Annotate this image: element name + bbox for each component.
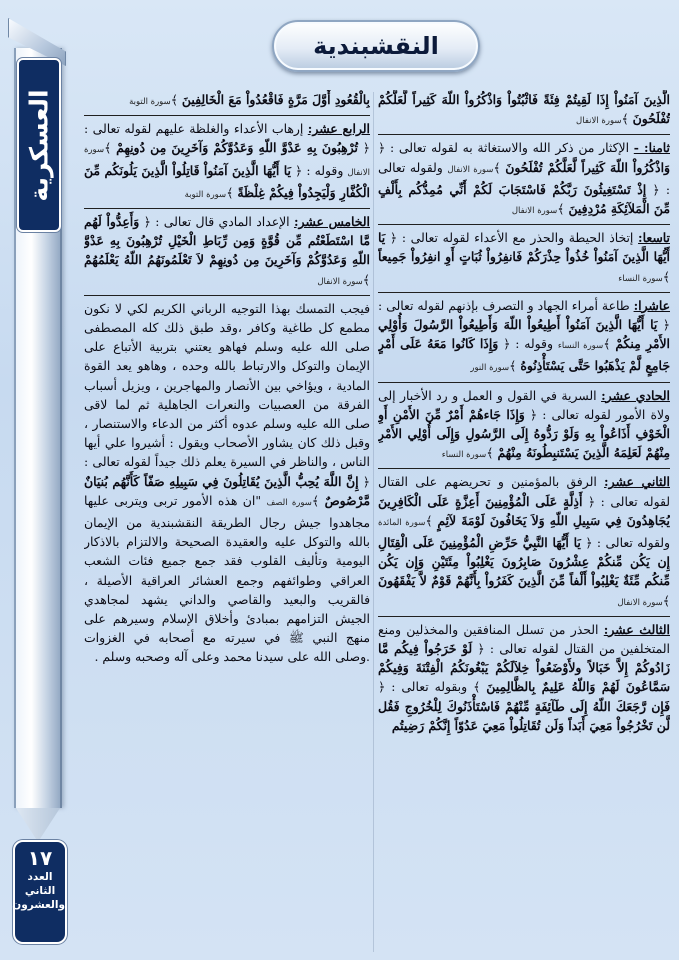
- point-text: طاعة أمراء الجهاد و التصرف بإذنهم لقوله تعالى :: [378, 297, 630, 313]
- quran-quote: يَا أَيُّهَا النَّبِيُّ حَرِّضِ الْمُؤْمِنِينَ عَلَى الْقِتَالِ إِن يَكُن مِّنكُمْ عِشْرُونَ صَابِرُونَ يَغْلِبُواْ مِئَتَيْنِ وَإِن يَكُن مِّنكُم مِّئَةٌ يَغْلِبُواْ أَلْفاً مِّنَ الَّذِينَ كَفَرُواْ بِأَنَّهُمْ قَوْمٌ لاَّ يَفْقَهُونَ: [378, 535, 670, 589]
- magazine-name: العسكرية: [24, 88, 54, 202]
- point-text: ولقوله تعالى :: [378, 159, 670, 197]
- quran-quote: يَا أَيُّهَا الَّذِينَ آمَنُواْ أَطِيعُواْ اللّهَ وَأَطِيعُواْ الرَّسُولَ وَأُوْلِي الأَمْرِ مِنكُمْ: [378, 317, 670, 352]
- article-paragraph: عاشرا: طاعة أمراء الجهاد و التصرف بإذنهم لقوله تعالى : ﴿ يَا أَيُّهَا الَّذِينَ آمَنُواْ أَطِيعُواْ اللّهَ وَأَطِيعُواْ الرَّسُولَ وَأُوْلِي الأَمْرِ مِنكُمْ ﴾سورة النساء وقوله : ﴿ وَإِذَا كَانُوا مَعَهُ عَلَى أَمْرٍ جَامِعٍ لَّمْ يَذْهَبُوا حَتَّى يَسْتَأْذِنُوهُ ﴾سورة النور: [378, 296, 670, 383]
- section-title: النقشبندية: [313, 32, 439, 60]
- point-text: الإكثار من ذكر الله والاستغاثة به لقوله تعالى :: [390, 140, 630, 156]
- point-text: وبقوله تعالى :: [391, 679, 468, 695]
- quran-quote: يَا أَيُّهَا الَّذِينَ آمَنُواْ خُذُواْ حِذْرَكُمْ فَانفِرُواْ ثُبَاتٍ أَوِ انفِرُواْ جَمِيعاً: [378, 230, 670, 265]
- article-paragraph: تاسعا: إتخاذ الحيطة والحذر مع الأعداء لقوله تعالى : ﴿ يَا أَيُّهَا الَّذِينَ آمَنُواْ خُذُواْ حِذْرَكُمْ فَانفِرُواْ ثُبَاتٍ أَوِ انفِرُواْ جَمِيعاً ﴾سورة النساء: [378, 228, 670, 293]
- body-text: فيجب التمسك بهذا التوجيه الرباني الكريم لكي لا نكون مطمع كل طاغية وكافر ،وقد طبق ذلك كله المصطفى صلى الله عليه وسلم فهاهو يعتني بتربية الأتباع على الإيمان والتوكل والارتباط بالله وحده ، وهاهو يعد القوة المادية ، ويؤاخي بين الأنصار والمهاجرين ، ويزيل أسباب الفرقة من العصبيات والنعرات الجاهلية ثم لما لاقى صلى الله عليه وسلم عدوه أكثر من الدعاء والاستنصار ، وقبل ذلك كان يشاور الأصحاب ويقول : أشيروا علي أيها الناس ، والناظر في السيرة يعلم ذلك جيداً لقوله تعالى :: [84, 300, 370, 470]
- point-text: وقوله :: [306, 162, 344, 178]
- point-text: إرهاب الأعداء والغلظة عليهم لقوله تعالى :: [84, 121, 304, 137]
- quote-reference: سورة النساء: [441, 450, 487, 461]
- point-text: الإعداد المادي قال تعالى :: [155, 214, 290, 230]
- quote-reference: سورة النساء: [557, 341, 604, 352]
- point-label: الحادي عشر:: [601, 387, 670, 403]
- body-text: "ان هذه الأمور تربى ويتربى عليها مجاهدوا جيش رجال الطريقة النقشبندية من الإيمان بالله والتوكل عليه والعقيدة الصحيحة والالتزام بالاذكار اليومية وتأليف القلوب فقد جمع جميع فئات الشعب العراقي وطوائفهم وجمع العشائر العراقية الأصيلة ، فالقريب والبعيد والقاصي والداني يشهد لمجاهدي الجيش التزامهم بمبادئ وأخلاق الإسلام وسيرهم على منهج النبي ﷺ في سيرته مع أصحابه في الغزوات .وصلى الله على سيدنا محمد وعلى آله وصحبه وسلم .: [84, 492, 370, 665]
- point-label: الرابع عشر:: [307, 121, 370, 137]
- article-paragraph: الرابع عشر: إرهاب الأعداء والغلظة عليهم لقوله تعالى : ﴿ تُرْهِبُونَ بِهِ عَدْوَّ اللّهِ وَعَدُوَّكُمْ وَآخَرِينَ مِن دُونِهِمْ ﴾سورة الانفال وقوله : ﴿ يَا أَيُّهَا الَّذِينَ آمَنُواْ قَاتِلُواْ الَّذِينَ يَلُونَكُم مِّنَ الْكُفَّارِ وَلْيَجِدُواْ فِيكُمْ غِلْظَةً ﴾سورة التوبة: [84, 119, 370, 209]
- point-label: تاسعا:: [638, 230, 670, 246]
- quote-reference: سورة الانفال: [576, 116, 622, 127]
- point-label: الثالث عشر:: [603, 621, 670, 637]
- quote-reference: سورة التوبة: [184, 189, 227, 200]
- quran-quote: وَأَعِدُّواْ لَهُم مَّا اسْتَطَعْتُم مِّن قُوَّةٍ وَمِن رِّبَاطِ الْخَيْلِ تُرْهِبُونَ بِهِ عَدْوَّ اللّهِ وَعَدُوَّكُمْ وَآخَرِينَ مِن دُونِهِمْ لاَ تَعْلَمُونَهُمُ اللّهُ يَعْلَمُهُمْ: [84, 214, 370, 268]
- point-text: الحذر من تسلل المنافقين والمخذلين ومنع المتخلفين من القتال لقوله تعالى :: [378, 621, 670, 657]
- point-label: الخامس عشر:: [293, 214, 370, 230]
- issue-label-second: الثاني: [24, 885, 56, 897]
- quote-reference: سورة الانفال: [317, 276, 363, 287]
- magazine-name-badge: [17, 58, 61, 232]
- article-paragraph: ثامنا: - الإكثار من ذكر الله والاستغاثة به لقوله تعالى : ﴿ وَاذْكُرُواْ اللّهَ كَثِيراً لَّعَلَّكُمْ تُفْلَحُونَ ﴾سورة الانفال ولقوله تعالى : ﴿ إِذْ تَسْتَغِيثُونَ رَبَّكُمْ فَاسْتَجَابَ لَكُمْ أَنِّي مُمِدُّكُم بِأَلْفٍ مِّنَ الْمَلآئِكَةِ مُرْدِفِينَ ﴾سورة الانفال: [378, 138, 670, 225]
- point-text: ولقوله تعالى :: [596, 535, 670, 551]
- article-paragraph: الثالث عشر: الحذر من تسلل المنافقين والمخذلين ومنع المتخلفين من القتال لقوله تعالى : ﴿ لَوْ خَرَجُواْ فِيكُم مَّا زَادُوكُمْ إِلاَّ خَبَالاً ولأَوْضَعُواْ خِلاَلَكُمْ يَبْغُونَكُمُ الْفِتْنَةَ وَفِيكُمْ سَمَّاعُونَ لَهُمْ وَاللّهُ عَلِيمٌ بِالظَّالِمِينَ ﴾ وبقوله تعالى : ﴿ فَإِن رَّجَعَكَ اللّهُ إِلَى طَآئِفَةٍ مِّنْهُمْ فَاسْتَأْذَنُوكَ لِلْخُرُوجِ فَقُل لَّن تَخْرُجُواْ مَعِيَ أَبَداً وَلَن تُقَاتِلُواْ مَعِيَ عَدُوّاً إِنَّكُمْ رَضِيتُم: [378, 621, 670, 733]
- quote-reference: سورة الصف: [266, 497, 312, 508]
- quote-reference: سورة الانفال: [84, 145, 370, 178]
- article-paragraph: الثاني عشر: الرفق بالمؤمنين و تحريضهم على القتال لقوله تعالى : ﴿ أَذِلَّةٍ عَلَى الْمُؤْمِنِينَ أَعِزَّةٍ عَلَى الْكَافِرِينَ يُجَاهِدُونَ فِي سَبِيلِ اللّهِ وَلاَ يَخَافُونَ لَوْمَةَ لآئِمٍ ﴾سورة المائدة ولقوله تعالى : ﴿ يَا أَيُّهَا النَّبِيُّ حَرِّضِ الْمُؤْمِنِينَ عَلَى الْقِتَالِ إِن يَكُن مِّنكُمْ عِشْرُونَ صَابِرُونَ يَغْلِبُواْ مِئَتَيْنِ وَإِن يَكُن مِّنكُم مِّئَةٌ يَغْلِبُواْ أَلْفاً مِّنَ الَّذِينَ كَفَرُواْ بِأَنَّهُمْ قَوْمٌ لاَّ يَفْقَهُونَ ﴾سورة الانفال: [378, 472, 670, 616]
- quote-reference: سورة التوبة: [129, 97, 171, 107]
- article-column-left: [84, 90, 370, 954]
- quran-quote: لَوْ خَرَجُواْ فِيكُم مَّا زَادُوكُمْ إِلاَّ خَبَالاً ولأَوْضَعُواْ خِلاَلَكُمْ يَبْغُونَكُمُ الْفِتْنَةَ وَفِيكُمْ سَمَّاعُونَ لَهُمْ وَاللّهُ عَلِيمٌ بِالظَّالِمِينَ: [378, 641, 670, 695]
- point-text: السرية في القول و العمل و رد الأخبار إلى ولاة الأمور لقوله تعالى :: [378, 387, 670, 422]
- quran-quote: يَا أَيُّهَا الَّذِينَ آمَنُواْ قَاتِلُواْ الَّذِينَ يَلُونَكُم مِّنَ الْكُفَّارِ وَلْيَجِدُواْ فِيكُمْ غِلْظَةً: [84, 162, 370, 200]
- quote-reference: سورة النساء: [618, 273, 663, 284]
- article-paragraph: الَّذِينَ آمَنُواْ إِذَا لَقِيتُمْ فِئَةً فَاثْبُتُواْ وَاذْكُرُواْ اللّهَ كَثِيراً لَّعَلَّكُمْ تُفْلَحُونَ ﴾سورة الانفال: [378, 90, 670, 135]
- point-text: إتخاذ الحيطة والحذر مع الأعداء لقوله تعالى :: [401, 230, 634, 246]
- quote-reference: سورة الانفال: [447, 164, 494, 175]
- point-text: الرفق بالمؤمنين و تحريضهم على القتال لقوله تعالى :: [378, 474, 670, 509]
- quran-quote: أَذِلَّةٍ عَلَى الْمُؤْمِنِينَ أَعِزَّةٍ عَلَى الْكَافِرِينَ يُجَاهِدُونَ فِي سَبِيلِ اللّهِ وَلاَ يَخَافُونَ لَوْمَةَ لآئِمٍ: [378, 493, 670, 528]
- issue-number: ١٧: [27, 846, 53, 870]
- quote-reference: سورة المائدة: [378, 517, 426, 528]
- section-title-badge: [272, 20, 480, 72]
- quote-reference: سورة النور: [470, 363, 510, 374]
- quran-quote: وَإِذَا كَانُوا مَعَهُ عَلَى أَمْرٍ جَامِعٍ لَّمْ يَذْهَبُوا حَتَّى يَسْتَأْذِنُوهُ: [378, 336, 670, 374]
- article-paragraph: بِالْقُعُودِ أَوَّلَ مَرَّةٍ فَاقْعُدُواْ مَعَ الْخَالِفِينَ ﴾سورة التوبة: [84, 90, 370, 116]
- quote-reference: سورة الانفال: [511, 206, 558, 217]
- issue-label-twentieth: والعشرون: [12, 899, 65, 911]
- article-column-right: [378, 90, 670, 954]
- point-text: وقوله :: [515, 336, 553, 352]
- quran-quote: فَإِن رَّجَعَكَ اللّهُ إِلَى طَآئِفَةٍ مِّنْهُمْ فَاسْتَأْذَنُوكَ لِلْخُرُوجِ فَقُل لَّن تَخْرُجُواْ مَعِيَ أَبَداً وَلَن تُقَاتِلُواْ مَعِيَ عَدُوّاً إِنَّكُمْ رَضِيتُم: [378, 698, 670, 733]
- article-paragraph: الخامس عشر: الإعداد المادي قال تعالى : ﴿ وَأَعِدُّواْ لَهُم مَّا اسْتَطَعْتُم مِّن قُوَّةٍ وَمِن رِّبَاطِ الْخَيْلِ تُرْهِبُونَ بِهِ عَدْوَّ اللّهِ وَعَدُوَّكُمْ وَآخَرِينَ مِن دُونِهِمْ لاَ تَعْلَمُونَهُمُ اللّهُ يَعْلَمُهُمْ ﴾سورة الانفال: [84, 212, 370, 296]
- point-label: الثاني عشر:: [604, 474, 670, 490]
- quran-quote: وَاذْكُرُواْ اللّهَ كَثِيراً لَّعَلَّكُمْ تُفْلَحُونَ: [505, 159, 670, 175]
- quote-reference: سورة الانفال: [617, 597, 663, 608]
- issue-badge: [13, 840, 67, 944]
- column-divider: [373, 92, 374, 952]
- quran-quote: بِالْقُعُودِ أَوَّلَ مَرَّةٍ فَاقْعُدُواْ مَعَ الْخَالِفِينَ: [181, 92, 370, 107]
- quran-quote: إِنَّ اللَّهَ يُحِبُّ الَّذِينَ يُقَاتِلُونَ فِي سَبِيلِهِ صَفّاً كَأَنَّهُم بُنيَانٌ مَّرْصُوصٌ: [84, 473, 370, 508]
- quran-quote: تُرْهِبُونَ بِهِ عَدْوَّ اللّهِ وَعَدُوَّكُمْ وَآخَرِينَ مِن دُونِهِمْ: [116, 140, 358, 156]
- article-paragraph: الحادي عشر: السرية في القول و العمل و رد الأخبار إلى ولاة الأمور لقوله تعالى : ﴿ وَإِذَا جَاءهُمْ أَمْرٌ مِّنَ الأَمْنِ أَوِ الْخَوْفِ أَذَاعُواْ بِهِ وَلَوْ رَدُّوهُ إِلَى الرَّسُولِ وَإِلَى أُوْلِي الأَمْرِ مِنْهُمْ لَعَلِمَهُ الَّذِينَ يَسْتَنبِطُونَهُ مِنْهُمْ ﴾سورة النساء: [378, 386, 670, 470]
- article-paragraph: فيجب التمسك بهذا التوجيه الرباني الكريم لكي لا نكون مطمع كل طاغية وكافر ،وقد طبق ذلك كله المصطفى صلى الله عليه وسلم فهاهو يعتني بتربية الأتباع على الإيمان والتوكل والارتباط بالله وحده ، وهاهو يعد القوة المادية ، ويؤاخي بين الأنصار والمهاجرين ، ويزيل أسباب الفرقة من العصبيات والنعرات الجاهلية ثم لما لاقى صلى الله عليه وسلم عدوه أكثر من الدعاء والاستنصار ، وقبل ذلك كان يشاور الأصحاب ويقول : أشيروا علي أيها الناس ، والناظر في السيرة يعلم ذلك جيداً لقوله تعالى : ﴿ إِنَّ اللَّهَ يُحِبُّ الَّذِينَ يُقَاتِلُونَ فِي سَبِيلِهِ صَفّاً كَأَنَّهُم بُنيَانٌ مَّرْصُوصٌ ﴾سورة الصف "ان هذه الأمور تربى ويتربى عليها مجاهدوا جيش رجال الطريقة النقشبندية من الإيمان بالله والتوكل عليه والعقيدة الصحيحة والالتزام بالاذكار اليومية وتأليف القلوب فقد جمع جميع فئات الشعب العراقي وطوائفهم وجمع العشائر العراقية الأصيلة ، فالقريب والبعيد والقاصي والداني يشهد لمجاهدي الجيش التزامهم بمبادئ وأخلاق الإسلام وسيرهم على منهج النبي ﷺ في سيرته مع أصحابه في الغزوات .وصلى الله على سيدنا محمد وعلى آله وصحبه وسلم .: [84, 300, 370, 665]
- quran-quote: الَّذِينَ آمَنُواْ إِذَا لَقِيتُمْ فِئَةً فَاثْبُتُواْ وَاذْكُرُواْ اللّهَ كَثِيراً لَّعَلَّكُمْ تُفْلَحُونَ: [378, 92, 670, 127]
- issue-label: العدد: [27, 871, 53, 883]
- point-label: ثامنا: -: [633, 140, 670, 156]
- quran-quote: وَإِذَا جَاءهُمْ أَمْرٌ مِّنَ الأَمْنِ أَوِ الْخَوْفِ أَذَاعُواْ بِهِ وَلَوْ رَدُّوهُ إِلَى الرَّسُولِ وَإِلَى أُوْلِي الأَمْرِ مِنْهُمْ لَعَلِمَهُ الَّذِينَ يَسْتَنبِطُونَهُ مِنْهُمْ: [378, 406, 670, 461]
- point-label: عاشرا:: [633, 297, 670, 313]
- quran-quote: إِذْ تَسْتَغِيثُونَ رَبَّكُمْ فَاسْتَجَابَ لَكُمْ أَنِّي مُمِدُّكُم بِأَلْفٍ مِّنَ الْمَلآئِكَةِ مُرْدِفِينَ: [378, 181, 670, 217]
